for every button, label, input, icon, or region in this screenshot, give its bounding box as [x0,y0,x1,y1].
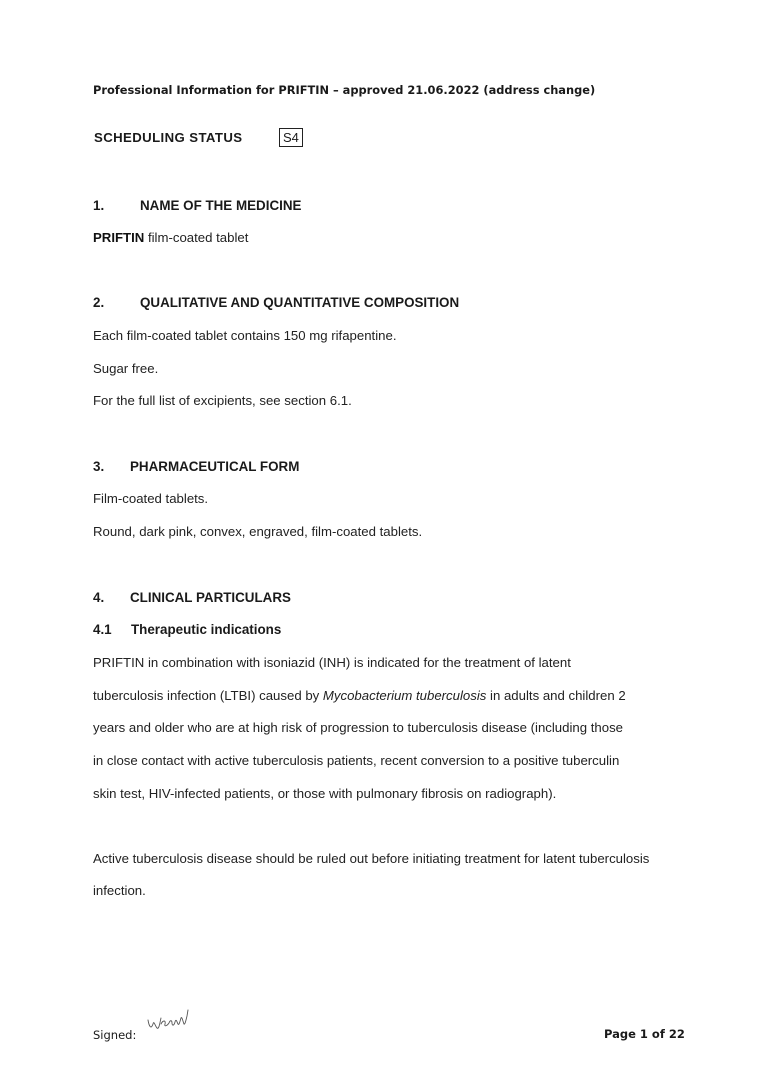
organism-name: Mycobacterium tuberculosis [322,688,487,703]
pharmaceutical-form-line: Film-coated tablets. [93,491,209,506]
scheduling-status-value: S4 [279,128,303,147]
section-4-title: CLINICAL PARTICULARS [130,590,291,605]
section-3-title: PHARMACEUTICAL FORM [130,459,300,474]
section-3-number: 3. [93,459,105,474]
indications-line: skin test, HIV-infected patients, or those with pulmonary fibrosis on radiograph). [93,786,557,801]
medicine-name [93,230,248,245]
subsection-4-1-number: 4.1 [93,622,112,637]
composition-line: For the full list of excipients, see section 6.1. [93,393,352,408]
document-header: Professional Information for PRIFTIN – approved 21.06.2022 (address change) [93,83,596,97]
scheduling-status-label: SCHEDULING STATUS [94,130,243,145]
indications-line: years and older who are at high risk of progression to tuberculosis disease (including those [93,720,623,735]
page-number: Page 1 of 22 [604,1027,685,1041]
indications-line: in close contact with active tuberculosis patients, recent conversion to a positive tuberculin [93,753,620,768]
composition-line: Each film-coated tablet contains 150 mg rifapentine. [93,328,397,343]
subsection-4-1-title: Therapeutic indications [131,622,282,637]
indications-line [93,688,626,703]
section-4-number: 4. [93,590,105,605]
signed-label: Signed: [93,1028,137,1042]
section-2-title: QUALITATIVE AND QUANTITATIVE COMPOSITION [140,295,460,310]
section-2-number: 2. [93,295,105,310]
section-1-number: 1. [93,198,105,213]
section-1-title: NAME OF THE MEDICINE [140,198,302,213]
indications-text: tuberculosis infection (LTBI) caused by [93,688,323,703]
medicine-name-bold: PRIFTIN [93,230,145,245]
indications-line: PRIFTIN in combination with isoniazid (INH) is indicated for the treatment of latent [93,655,571,670]
medicine-name-rest: film-coated tablet [144,230,249,245]
ruled-out-line: Active tuberculosis disease should be ruled out before initiating treatment for latent tuberculosis [93,851,650,866]
ruled-out-line: infection. [93,883,146,898]
composition-line: Sugar free. [93,361,159,376]
indications-text: in adults and children 2 [486,688,626,703]
pharmaceutical-form-line: Round, dark pink, convex, engraved, film-coated tablets. [93,524,423,539]
handwritten-signature [146,1006,192,1034]
